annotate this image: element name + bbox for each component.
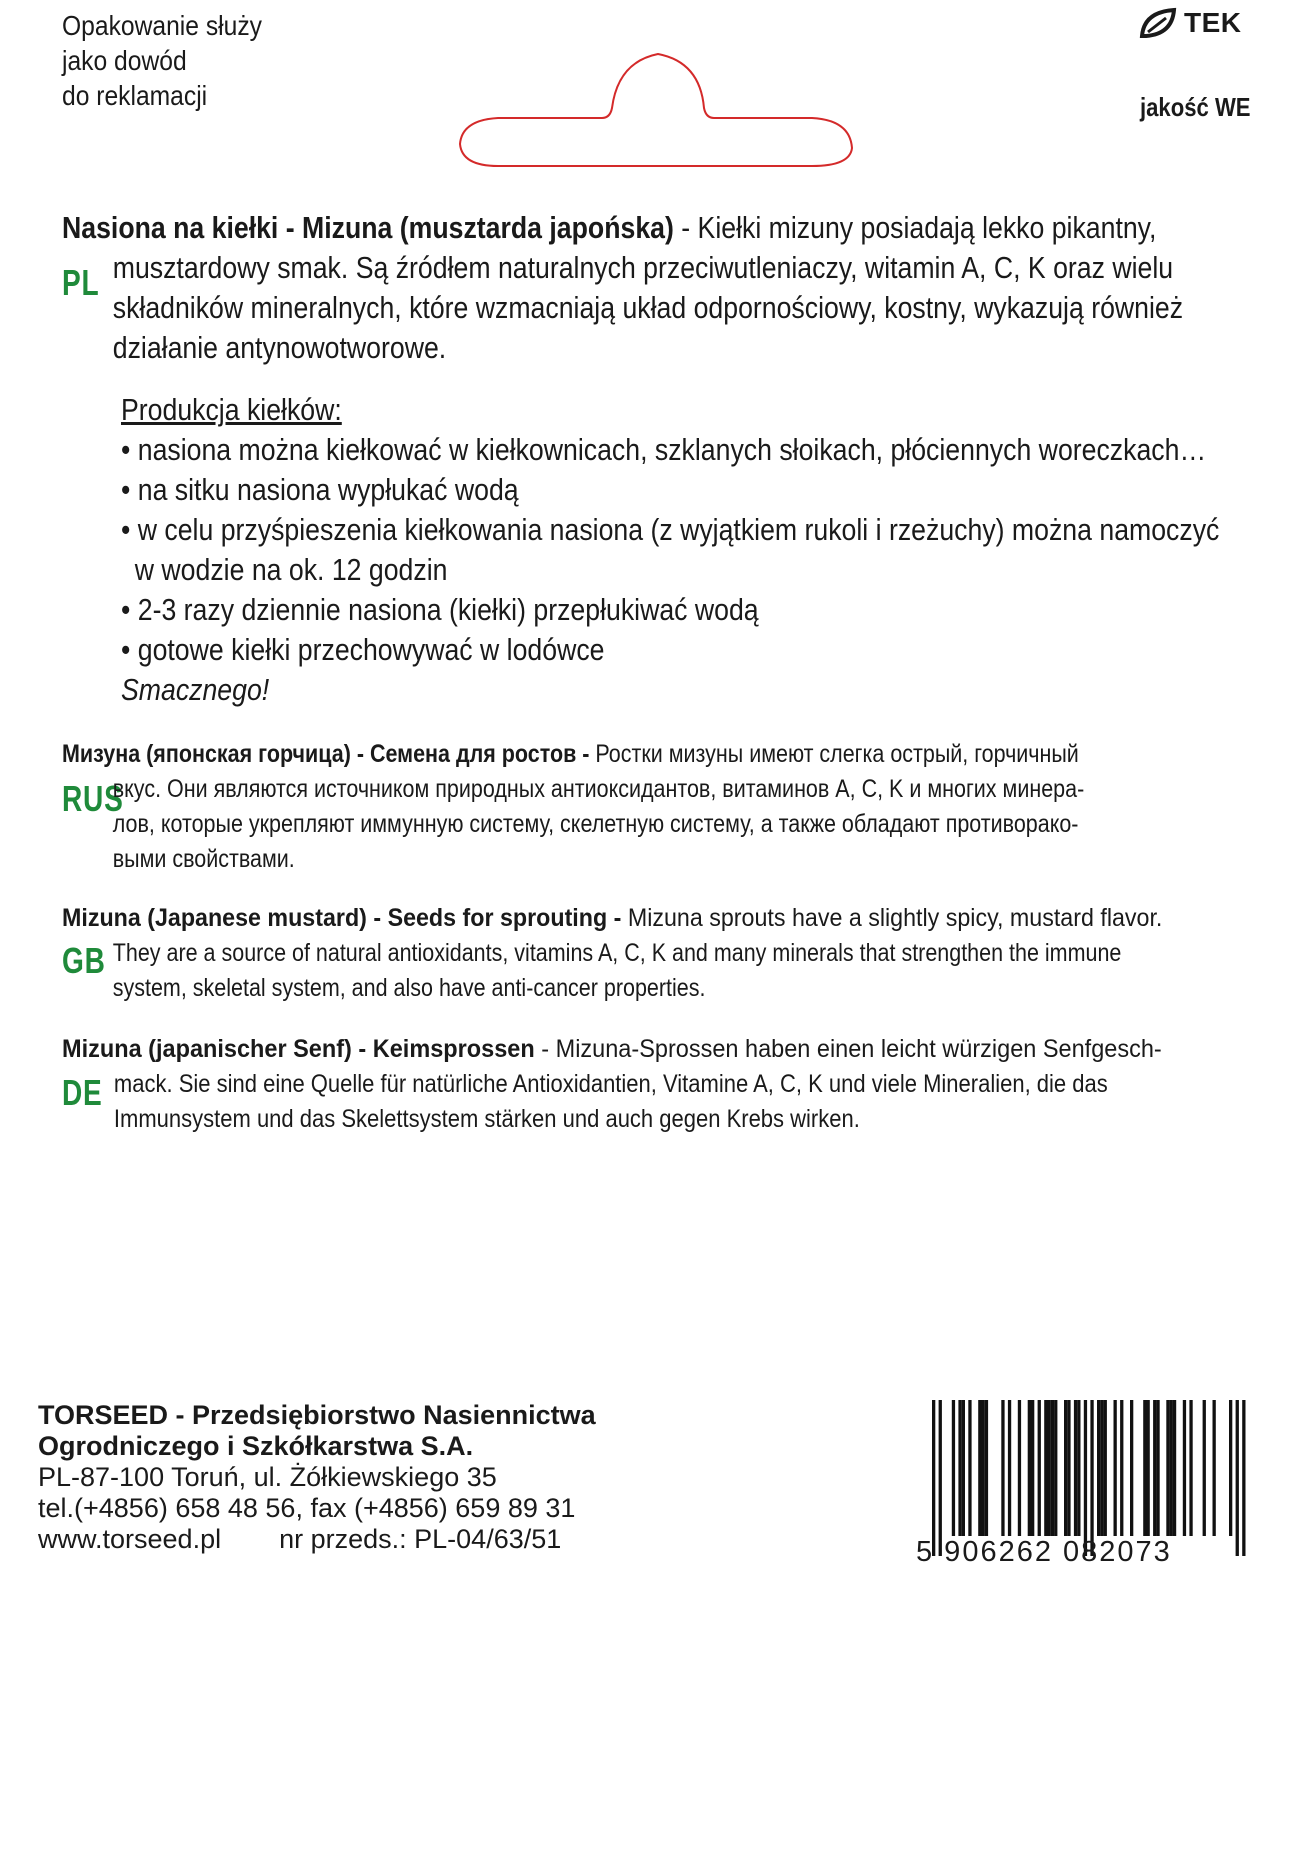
production-title: Produkcja kiełków: bbox=[121, 392, 342, 427]
barcode-bar bbox=[1077, 1400, 1080, 1536]
leaf-icon bbox=[1138, 6, 1178, 40]
barcode-bar bbox=[962, 1400, 965, 1536]
hanger-hole-outline bbox=[450, 48, 860, 168]
barcode-bar bbox=[1074, 1400, 1077, 1536]
barcode-bar bbox=[1203, 1400, 1206, 1536]
barcode-bar bbox=[1183, 1400, 1186, 1536]
barcode-bar bbox=[1229, 1400, 1232, 1536]
barcode-bar bbox=[1173, 1400, 1176, 1536]
barcode bbox=[922, 1400, 1252, 1556]
barcode-bar bbox=[1104, 1400, 1107, 1536]
rus-title: Мизуна (японская горчица) - Семена для ростов - bbox=[62, 740, 590, 768]
barcode-bar bbox=[1189, 1400, 1192, 1536]
barcode-bar bbox=[1153, 1400, 1156, 1536]
barcode-bar bbox=[952, 1400, 955, 1536]
logo-text: TEK bbox=[1184, 7, 1242, 38]
list-item: • nasiona można kiełkować w kiełkownicach, szklanych słoikach, płóciennych woreczkach… bbox=[121, 432, 1207, 467]
list-item: • 2-3 razy dziennie nasiona (kiełki) przepłukiwać wodą bbox=[121, 592, 759, 627]
complaint-note: Opakowanie służy jako dowód do reklamacji bbox=[62, 10, 262, 111]
pl-description: Nasiona na kiełki - Mizuna (musztarda japońska) - Kiełki mizuny posiadają lekko pikantny, musztardowy smak. Są źródłem naturalnych przeciwutleniaczy, witamin A, C, K oraz wielu składników mineralnych, które wzmacniają układ odpornościowy, kostny, wykazują również działanie antynowotworowe. bbox=[62, 210, 1184, 365]
barcode-bar bbox=[1008, 1400, 1011, 1536]
lang-code-rus: RUS bbox=[62, 778, 124, 819]
company-website[interactable]: www.torseed.pl bbox=[38, 1524, 222, 1554]
barcode-bar bbox=[1054, 1400, 1057, 1536]
barcode-bar bbox=[1242, 1400, 1245, 1556]
barcode-bar bbox=[1028, 1400, 1031, 1536]
barcode-bar bbox=[968, 1400, 971, 1536]
barcode-bar bbox=[1001, 1400, 1004, 1536]
company-phone: tel.(+4856) 658 48 56, fax (+4856) 659 89 31 bbox=[38, 1493, 576, 1523]
barcode-bar bbox=[985, 1400, 988, 1536]
list-item-continuation: w wodzie na ok. 12 godzin bbox=[134, 552, 448, 587]
quality-mark: jakość WE bbox=[1140, 92, 1251, 122]
list-item: • w celu przyśpieszenia kiełkowania nasiona (z wyjątkiem rukoli i rzeżuchy) można namoczyć bbox=[121, 512, 1220, 547]
barcode-bar bbox=[978, 1400, 981, 1536]
barcode-bar bbox=[1084, 1400, 1087, 1556]
list-item: • gotowe kiełki przechowywać w lodówce bbox=[121, 632, 605, 667]
barcode-bar bbox=[1114, 1400, 1117, 1536]
barcode-bar bbox=[1156, 1400, 1159, 1536]
lang-code-de: DE bbox=[62, 1072, 103, 1113]
production-instructions bbox=[121, 390, 1292, 710]
lang-code-gb: GB bbox=[62, 940, 106, 981]
closing-text: Smacznego! bbox=[121, 672, 270, 707]
barcode-number: 5 906262 082073 bbox=[916, 1536, 1172, 1568]
barcode-bar bbox=[1048, 1400, 1051, 1536]
lang-code-pl: PL bbox=[62, 262, 100, 303]
barcode-bar bbox=[939, 1400, 942, 1556]
barcode-bar bbox=[1100, 1400, 1103, 1536]
barcode-bar bbox=[1120, 1400, 1123, 1536]
barcode-bar bbox=[1143, 1400, 1146, 1536]
pl-title: Nasiona na kiełki - Mizuna (musztarda japońska) bbox=[62, 210, 674, 245]
barcode-bar bbox=[1097, 1400, 1100, 1536]
gb-title: Mizuna (Japanese mustard) - Seeds for sprouting - bbox=[62, 904, 622, 932]
de-description: Mizuna (japanischer Senf) - Keimsprossen - Mizuna-Sprossen haben einen leicht würzigen Senfgesch- mack. Sie sind eine Quelle für natürliche Antioxidantien, Vitamine A, C, K und viele Mineralien, die das Immunsystem und das Skelettsystem stärken und auch gegen Krebs wirken. bbox=[62, 1035, 1162, 1133]
company-address: PL-87-100 Toruń, ul. Żółkiewskiego 35 bbox=[38, 1462, 497, 1492]
barcode-bar bbox=[1031, 1400, 1034, 1536]
barcode-bar bbox=[1130, 1400, 1133, 1536]
company-name-cont: Ogrodniczego i Szkółkarstwa S.A. bbox=[38, 1431, 474, 1461]
barcode-bar bbox=[1170, 1400, 1173, 1536]
company-registry: nr przeds.: PL-04/63/51 bbox=[279, 1524, 562, 1554]
gb-description: Mizuna (Japanese mustard) - Seeds for sprouting - Mizuna sprouts have a slightly spicy, mustard flavor. They are a source of natural antioxidants, vitamins A, C, K and many minerals that strengthen the immune system, skeletal system, and also have anti-cancer properties. bbox=[62, 904, 1163, 1002]
barcode-bar bbox=[1067, 1400, 1070, 1536]
barcode-bar bbox=[1090, 1400, 1093, 1556]
company-info bbox=[38, 1400, 596, 1555]
de-title: Mizuna (japanischer Senf) - Keimsprossen bbox=[62, 1035, 535, 1063]
brand-logo bbox=[1138, 6, 1242, 40]
barcode-bar bbox=[1147, 1400, 1150, 1536]
list-item: • na sitku nasiona wypłukać wodą bbox=[121, 472, 519, 507]
barcode-bar bbox=[1166, 1400, 1169, 1536]
barcode-bar bbox=[958, 1400, 961, 1536]
barcode-bar bbox=[932, 1400, 935, 1556]
barcode-bar bbox=[1044, 1400, 1047, 1536]
company-name: TORSEED - Przedsiębiorstwo Nasiennictwa bbox=[38, 1400, 596, 1430]
barcode-bar bbox=[1051, 1400, 1054, 1536]
barcode-bar bbox=[1236, 1400, 1239, 1556]
barcode-bar bbox=[1213, 1400, 1216, 1536]
barcode-bar bbox=[1038, 1400, 1041, 1536]
rus-description: Мизуна (японская горчица) - Семена для ростов - Ростки мизуны имеют слегка острый, горчичный вкус. Они являются источником природных антиоксидантов, витаминов A, C, K и многих минера- лов, которые укрепляют иммунную систему, скелетную систему, а также обладают противорако- выми свойствами. bbox=[62, 740, 1085, 873]
barcode-bar bbox=[1018, 1400, 1021, 1536]
barcode-bar bbox=[982, 1400, 985, 1536]
barcode-bar bbox=[1064, 1400, 1067, 1536]
